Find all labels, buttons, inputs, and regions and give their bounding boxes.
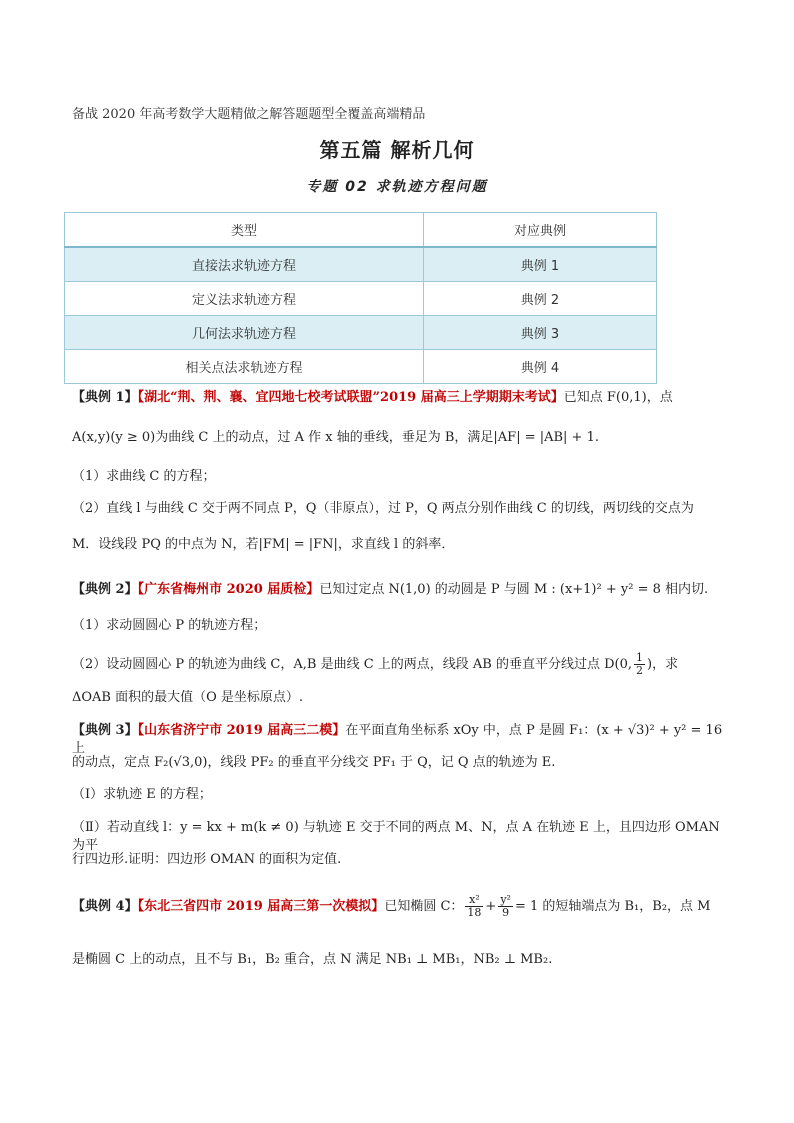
- type-table: [64, 212, 657, 384]
- example-2-text: 已知过定点 N(1,0) 的动圆是 P 与圆 M : (x+1)² + y² = 8 相内切.: [319, 582, 709, 597]
- fraction-denominator: 9: [502, 906, 510, 919]
- example-2-question-2a: [72, 652, 724, 677]
- example-3-line-2: 的动点，定点 F₂(√3,0)，线段 PF₂ 的垂直平分线交 PF₁ 于 Q，记 Q 点的轨迹为 E.: [72, 755, 556, 770]
- example-2-line-1: [72, 581, 724, 599]
- table-cell: 相关点法求轨迹方程: [65, 350, 424, 384]
- example-4-text-pre: 已知椭圆 C：: [384, 899, 464, 914]
- table-row: [65, 316, 657, 350]
- fraction-one-half: [634, 652, 645, 677]
- example-4-source: 【东北三省四市 2019 届高三第一次模拟】: [137, 899, 385, 914]
- example-2-question-1: （1）求动圆圆心 P 的轨迹方程；: [72, 618, 267, 633]
- example-2-q2-pre: （2）设动圆圆心 P 的轨迹为曲线 C，A,B 是曲线 C 上的两点，线段 AB 的垂直平分线过点 D(0,: [72, 657, 633, 672]
- example-4-label: 【典例 4】: [72, 899, 138, 914]
- fraction-numerator: 1: [636, 651, 644, 664]
- table-cell: 典例 1: [424, 247, 657, 282]
- table-header-row: [65, 213, 657, 248]
- example-2-q2-post: )，求: [647, 657, 679, 672]
- table-cell: 几何法求轨迹方程: [65, 316, 424, 350]
- example-2-question-2b: ΔOAB 面积的最大值（O 是坐标原点）.: [72, 690, 304, 705]
- fraction-denominator: 18: [467, 906, 482, 919]
- example-1-line-2: A(x,y)(y ≥ 0)为曲线 C 上的动点，过 A 作 x 轴的垂线，垂足为 B，满足|AF| = |AB| + 1.: [72, 430, 599, 445]
- topic-title: 专题 02 求轨迹方程问题: [306, 179, 488, 195]
- table-row: [65, 247, 657, 282]
- table-header-type: 类型: [65, 213, 424, 248]
- example-3-question-2a: （Ⅱ）若动直线 l：y = kx + m(k ≠ 0) 与轨迹 E 交于不同的两点 M、N，点 A 在轨迹 E 上，且四边形 OMAN 为平: [72, 820, 720, 853]
- fraction-numerator: x²: [465, 894, 483, 907]
- table-cell: 典例 4: [424, 350, 657, 384]
- example-1-question-2b: M．设线段 PQ 的中点为 N，若|FM| = |FN|，求直线 l 的斜率．: [72, 537, 455, 552]
- example-1-line-1: [72, 389, 724, 407]
- example-3-label: 【典例 3】: [72, 723, 138, 738]
- example-3-text: 在平面直角坐标系 xOy 中，点 P 是圆 F₁：(x + √3)² + y² = 16 上: [72, 723, 723, 756]
- table-cell: 定义法求轨迹方程: [65, 282, 424, 316]
- part-title: 第五篇 解析几何: [319, 138, 475, 162]
- example-1-question-2a: （2）直线 l 与曲线 C 交于两不同点 P，Q（非原点），过 P，Q 两点分别作曲线 C 的切线，两切线的交点为: [72, 501, 694, 516]
- table-row: [65, 282, 657, 316]
- example-1-label: 【典例 1】: [72, 390, 138, 405]
- table-cell: 典例 3: [424, 316, 657, 350]
- example-4-text-post: = 1 的短轴端点为 B₁，B₂，点 M: [514, 899, 711, 914]
- table-header-example: 对应典例: [424, 213, 657, 248]
- table-row: [65, 350, 657, 384]
- example-4-line-2: 是椭圆 C 上的动点，且不与 B₁，B₂ 重合，点 N 满足 NB₁ ⊥ MB₁，NB₂ ⊥ MB₂.: [72, 952, 553, 967]
- example-1-source: 【湖北“荆、荆、襄、宜四地七校考试联盟”2019 届高三上学期期末考试】: [137, 390, 564, 405]
- example-4-line-1: [72, 894, 724, 919]
- fraction-numerator: y²: [500, 893, 511, 906]
- example-2-label: 【典例 2】: [72, 582, 138, 597]
- example-3-question-2b: 行四边形.证明：四边形 OMAN 的面积为定值.: [72, 852, 342, 867]
- table-cell: 直接法求轨迹方程: [65, 247, 424, 282]
- plus-sign: +: [485, 899, 497, 914]
- fraction-denominator: 2: [636, 664, 644, 677]
- example-3-line-1: [72, 722, 724, 758]
- example-2-source: 【广东省梅州市 2020 届质检】: [137, 582, 320, 597]
- fraction-y-squared-over-9: [498, 894, 513, 919]
- example-1-question-1: （1）求曲线 C 的方程；: [72, 469, 216, 484]
- fraction-x-squared-over-18: [465, 894, 483, 919]
- series-title: 备战 2020 年高考数学大题精做之解答题题型全覆盖高端精品: [72, 107, 426, 122]
- example-3-source: 【山东省济宁市 2019 届高三二模】: [137, 723, 346, 738]
- table-cell: 典例 2: [424, 282, 657, 316]
- example-1-text: 已知点 F(0,1)，点: [563, 390, 673, 405]
- example-3-question-1: （Ⅰ）求轨迹 E 的方程；: [72, 787, 212, 802]
